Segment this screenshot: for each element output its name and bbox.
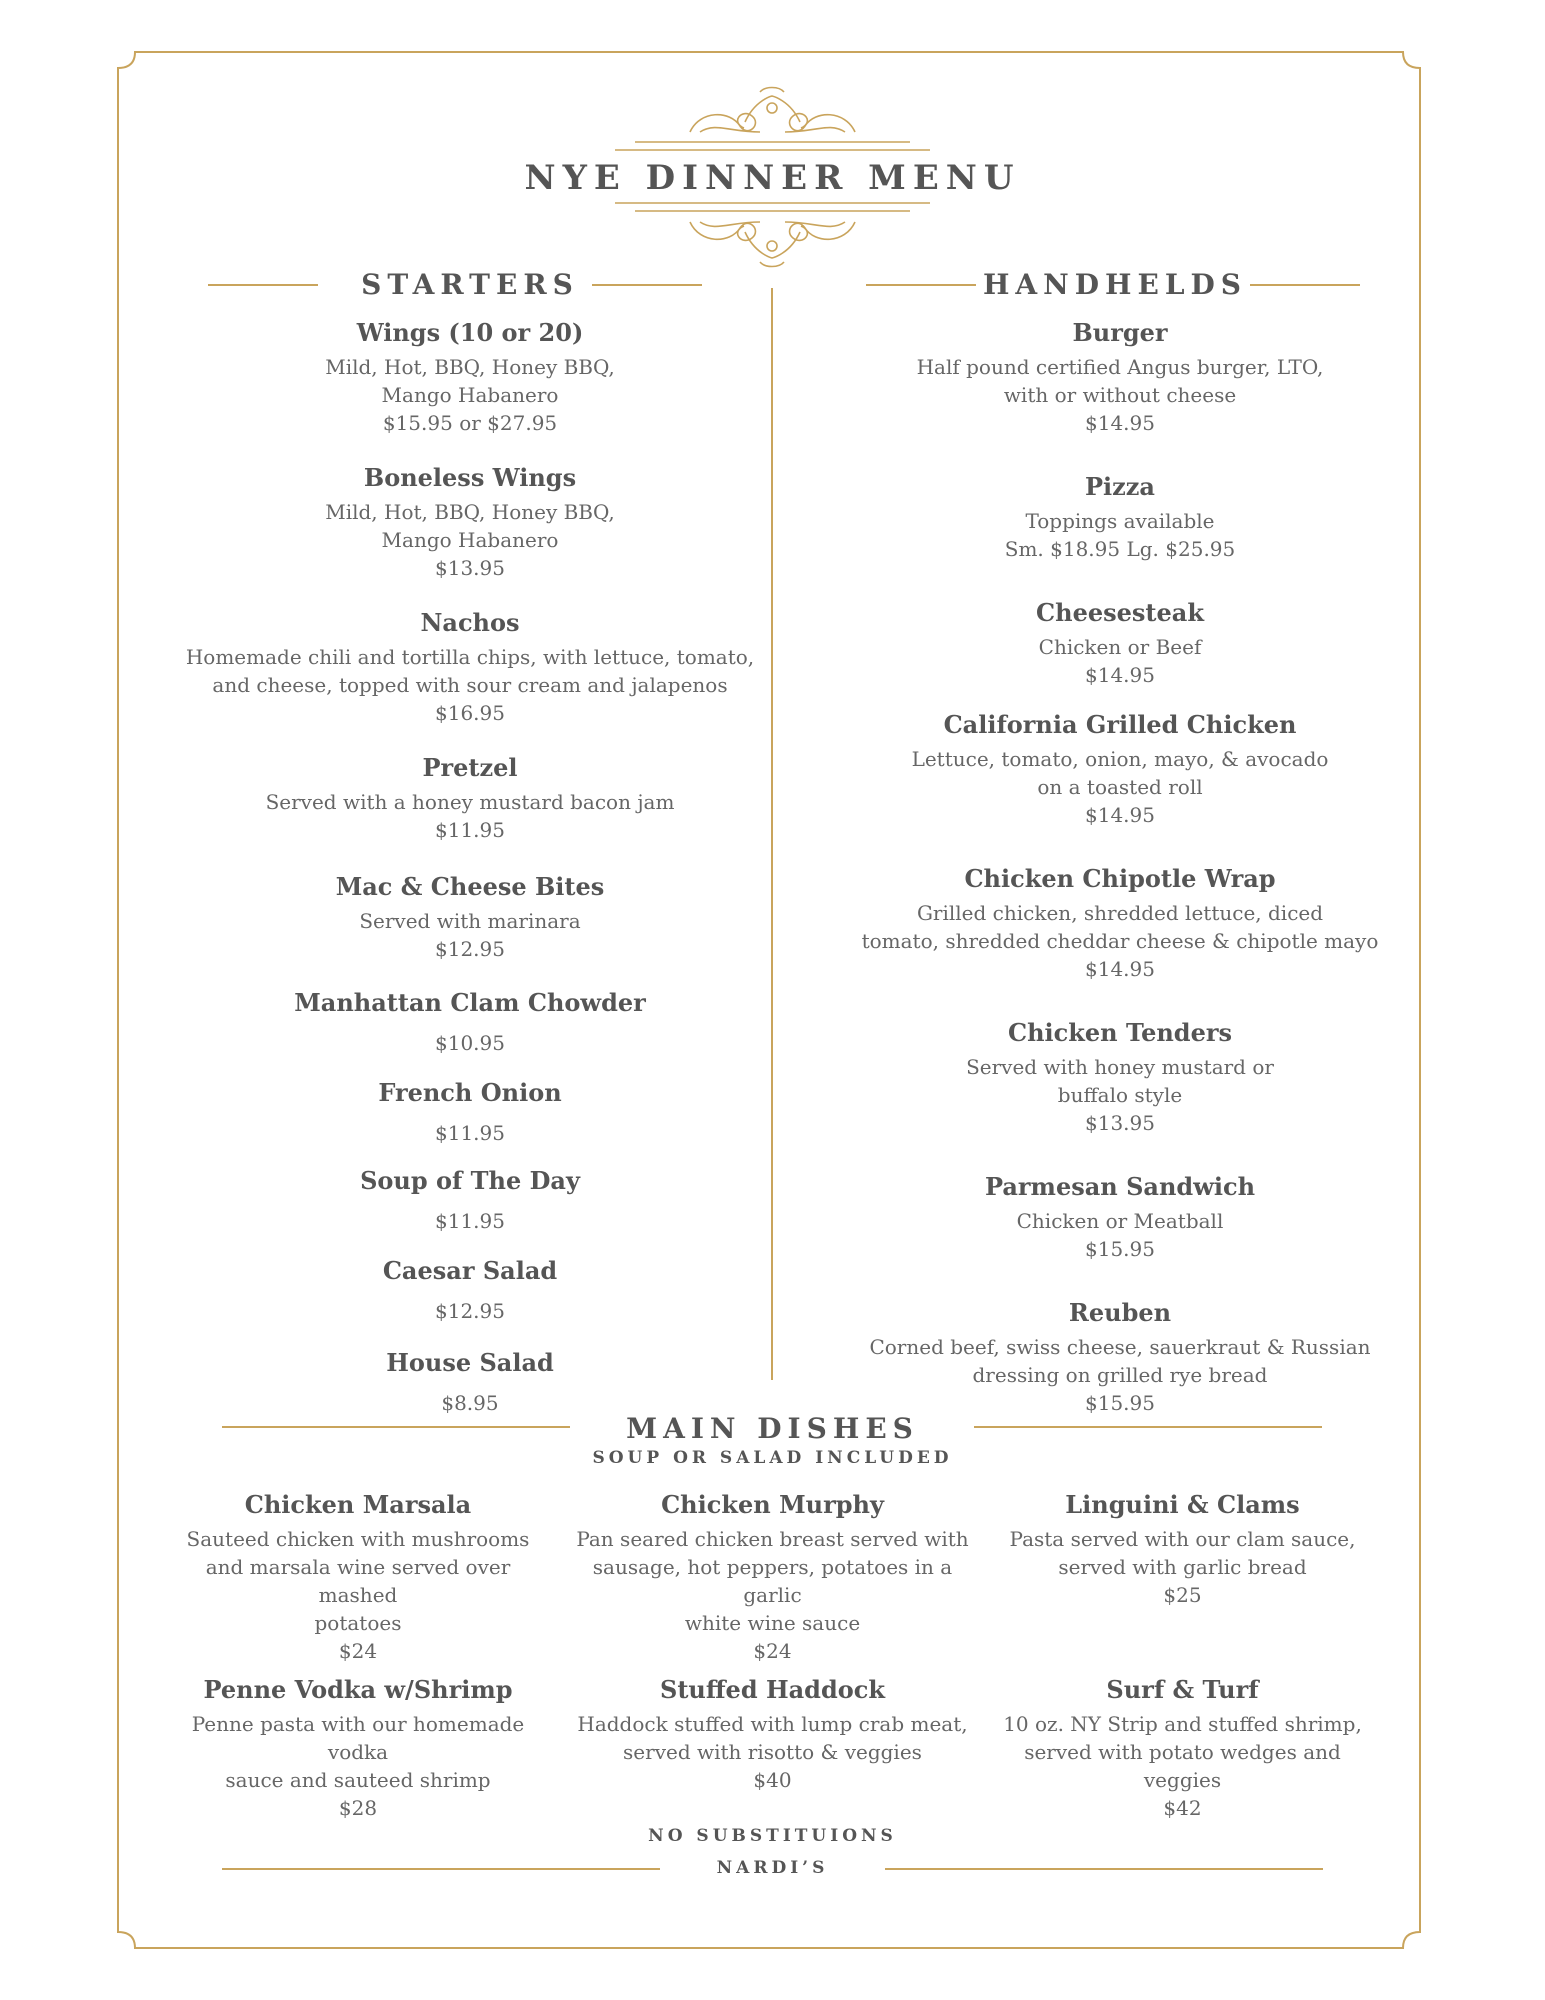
item-price: $11.95 xyxy=(435,1209,505,1233)
menu-item xyxy=(180,1348,760,1417)
item-name: Penne Vodka w/Shrimp xyxy=(203,1675,513,1704)
item-name: Chicken Marsala xyxy=(244,1490,472,1519)
item-description: Pasta served with our clam sauce, served with garlic bread xyxy=(1009,1527,1356,1579)
item-name: California Grilled Chicken xyxy=(943,710,1297,739)
starters-rule-left xyxy=(208,284,318,286)
item-name: Pizza xyxy=(1085,472,1155,501)
menu-item xyxy=(830,1172,1410,1263)
item-description: Served with a honey mustard bacon jam xyxy=(265,790,675,814)
item-price: $15.95 xyxy=(1085,1391,1155,1415)
item-description: Served with honey mustard or buffalo style xyxy=(966,1055,1274,1107)
item-price: $15.95 or $27.95 xyxy=(382,411,558,435)
menu-item xyxy=(180,1078,760,1147)
item-price: $24 xyxy=(338,1639,378,1663)
item-name: Soup of The Day xyxy=(360,1166,580,1195)
item-price: $14.95 xyxy=(1085,957,1155,981)
item-price: $13.95 xyxy=(1085,1111,1155,1135)
item-price: $42 xyxy=(1163,1796,1202,1820)
item-price: $16.95 xyxy=(435,701,505,725)
menu-item xyxy=(830,710,1410,829)
item-description: Sauteed chicken with mushrooms and marsala wine served over mashed potatoes xyxy=(186,1527,530,1635)
menu-item xyxy=(830,472,1410,563)
footer-rule-right xyxy=(885,1868,1323,1870)
item-description: Haddock stuffed with lump crab meat, served with risotto & veggies xyxy=(577,1712,968,1764)
menu-item xyxy=(180,1256,760,1325)
menu-item xyxy=(180,872,760,963)
menu-item xyxy=(180,608,760,727)
item-name: Pretzel xyxy=(422,753,518,782)
item-name: Nachos xyxy=(420,608,520,637)
item-description: Chicken or Meatball xyxy=(1016,1209,1224,1233)
item-name: French Onion xyxy=(378,1078,562,1107)
item-price: Sm. $18.95 Lg. $25.95 xyxy=(1004,537,1236,561)
item-price: $12.95 xyxy=(435,1299,505,1323)
handhelds-title: HANDHELDS xyxy=(982,268,1248,301)
item-name: Chicken Chipotle Wrap xyxy=(964,864,1276,893)
item-description: Chicken or Beef xyxy=(1038,635,1202,659)
starters-title: STARTERS xyxy=(361,268,579,301)
menu-item xyxy=(830,598,1410,689)
item-description: Toppings available xyxy=(1025,509,1215,533)
item-description: Served with marinara xyxy=(359,909,581,933)
item-price: $28 xyxy=(338,1796,378,1820)
menu-item xyxy=(168,1675,548,1822)
menu-item xyxy=(830,864,1410,983)
main-dishes-subtitle: SOUP OR SALAD INCLUDED xyxy=(592,1448,953,1468)
item-name: Manhattan Clam Chowder xyxy=(294,988,646,1017)
item-name: Linguini & Clams xyxy=(1065,1490,1300,1519)
item-description: Mild, Hot, BBQ, Honey BBQ, Mango Habanero xyxy=(325,500,615,552)
item-name: Parmesan Sandwich xyxy=(984,1172,1256,1201)
menu-title: NYE DINNER MENU xyxy=(524,158,1021,198)
item-price: $15.95 xyxy=(1085,1237,1155,1261)
item-price: $24 xyxy=(753,1639,792,1663)
item-description: Homemade chili and tortilla chips, with lettuce, tomato, and cheese, topped with sour cream and jalapenos xyxy=(185,645,755,697)
menu-item xyxy=(830,1018,1410,1137)
main-rule-left xyxy=(222,1426,570,1428)
handhelds-rule-left xyxy=(866,284,976,286)
item-name: Surf & Turf xyxy=(1106,1675,1259,1704)
item-price: $14.95 xyxy=(1085,411,1155,435)
main-dishes-title: MAIN DISHES xyxy=(626,1412,919,1445)
item-name: Chicken Tenders xyxy=(1007,1018,1232,1047)
item-name: Cheesesteak xyxy=(1036,598,1204,627)
menu-item xyxy=(990,1675,1375,1822)
item-description: Corned beef, swiss cheese, sauerkraut & Russian dressing on grilled rye bread xyxy=(869,1335,1371,1387)
menu-item xyxy=(565,1490,980,1665)
item-name: Chicken Murphy xyxy=(661,1490,884,1519)
handhelds-rule-right xyxy=(1250,284,1360,286)
item-description: Lettuce, tomato, onion, mayo, & avocado on a toasted roll xyxy=(911,747,1329,799)
item-description: Half pound certified Angus burger, LTO, with or without cheese xyxy=(916,355,1324,407)
item-description: Penne pasta with our homemade vodka sauce and sauteed shrimp xyxy=(191,1712,525,1792)
item-description: Pan seared chicken breast served with sausage, hot peppers, potatoes in a garlic white wine sauce xyxy=(576,1527,969,1635)
menu-item xyxy=(830,1298,1410,1417)
menu-item xyxy=(180,988,760,1057)
menu-item xyxy=(830,318,1410,437)
item-price: $13.95 xyxy=(435,556,505,580)
item-price: $40 xyxy=(753,1768,792,1792)
menu-item xyxy=(565,1675,980,1794)
item-description: Mild, Hot, BBQ, Honey BBQ, Mango Habanero xyxy=(325,355,615,407)
item-name: Mac & Cheese Bites xyxy=(335,872,605,901)
top-flourish-icon xyxy=(615,88,930,151)
menu-item xyxy=(168,1490,548,1665)
footer-note: NO SUBSTITUIONS xyxy=(648,1826,897,1846)
menu-item xyxy=(990,1490,1375,1609)
item-price: $11.95 xyxy=(435,818,505,842)
starters-rule-right xyxy=(592,284,702,286)
item-name: Reuben xyxy=(1068,1298,1172,1327)
footer-brand: NARDI’S xyxy=(716,1858,829,1878)
menu-item xyxy=(180,463,760,582)
item-price: $25 xyxy=(1163,1583,1202,1607)
item-price: $10.95 xyxy=(435,1031,505,1055)
item-price: $11.95 xyxy=(435,1121,505,1145)
main-rule-right xyxy=(974,1426,1322,1428)
menu-item xyxy=(180,753,760,844)
item-price: $14.95 xyxy=(1085,663,1155,687)
item-price: $14.95 xyxy=(1085,803,1155,827)
item-name: Caesar Salad xyxy=(382,1256,558,1285)
menu-item xyxy=(180,1166,760,1235)
item-description: 10 oz. NY Strip and stuffed shrimp, served with potato wedges and veggies xyxy=(1003,1712,1362,1792)
item-description: Grilled chicken, shredded lettuce, diced tomato, shredded cheddar cheese & chipotle mayo xyxy=(861,901,1379,953)
item-name: Wings (10 or 20) xyxy=(356,318,584,347)
item-name: Stuffed Haddock xyxy=(659,1675,885,1704)
item-name: Burger xyxy=(1072,318,1168,347)
item-name: Boneless Wings xyxy=(363,463,577,492)
menu-item xyxy=(180,318,760,437)
bottom-flourish-icon xyxy=(615,203,930,267)
item-price: $8.95 xyxy=(441,1391,499,1415)
item-price: $12.95 xyxy=(435,937,505,961)
item-name: House Salad xyxy=(386,1348,554,1377)
